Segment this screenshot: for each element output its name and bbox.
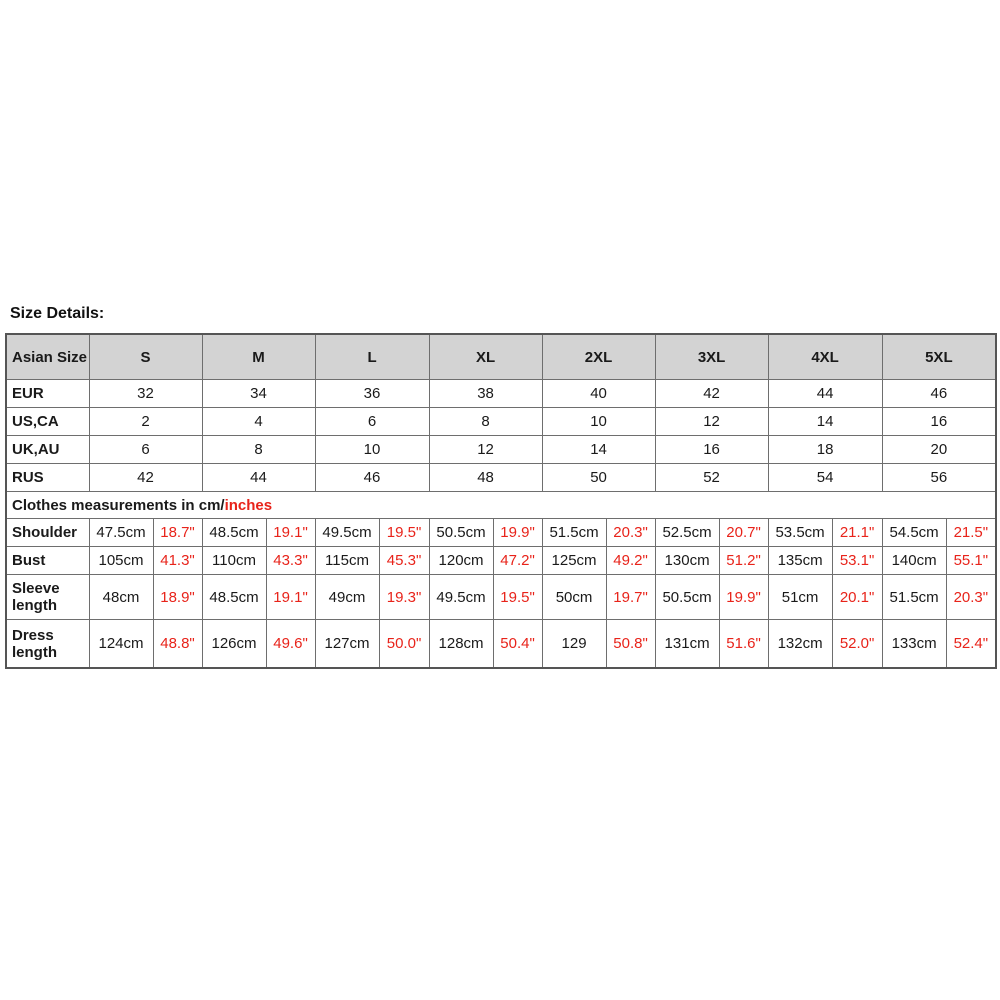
table-row (6, 547, 996, 575)
table-cell: 16 (882, 408, 996, 436)
inch-cell: 53.1" (832, 547, 882, 575)
inch-cell: 20.3" (946, 575, 996, 620)
table-cell: 8 (429, 408, 542, 436)
table-cell: 14 (768, 408, 882, 436)
size-chart-table (5, 333, 997, 669)
inch-cell: 43.3" (266, 547, 315, 575)
cm-cell: 133cm (882, 620, 946, 669)
cm-cell: 115cm (315, 547, 379, 575)
inch-cell: 19.5" (379, 519, 429, 547)
size-header: 4XL (768, 334, 882, 380)
inch-cell: 19.9" (719, 575, 768, 620)
table-cell: 44 (768, 380, 882, 408)
table-cell: 2 (89, 408, 202, 436)
table-cell: 46 (882, 380, 996, 408)
section-heading-highlight: inches (224, 496, 273, 514)
header-label: Asian Size (6, 334, 89, 380)
inch-cell: 20.7" (719, 519, 768, 547)
row-label: Sleeve length (6, 575, 89, 620)
section-heading (6, 492, 996, 519)
cm-cell: 54.5cm (882, 519, 946, 547)
cm-cell: 51.5cm (542, 519, 606, 547)
table-cell: 10 (315, 436, 429, 464)
row-label: Shoulder (6, 519, 89, 547)
inch-cell: 55.1" (946, 547, 996, 575)
inch-cell: 18.9" (153, 575, 202, 620)
size-header: 5XL (882, 334, 996, 380)
size-header: 3XL (655, 334, 768, 380)
cm-cell: 48.5cm (202, 575, 266, 620)
size-header: XL (429, 334, 542, 380)
inch-cell: 18.7" (153, 519, 202, 547)
inch-cell: 21.1" (832, 519, 882, 547)
inch-cell: 50.4" (493, 620, 542, 669)
row-label: US,CA (6, 408, 89, 436)
table-row (6, 436, 996, 464)
table-cell: 42 (89, 464, 202, 492)
page-title: Size Details: (10, 305, 105, 322)
size-header: 2XL (542, 334, 655, 380)
inch-cell: 51.6" (719, 620, 768, 669)
cm-cell: 49.5cm (315, 519, 379, 547)
inch-cell: 52.0" (832, 620, 882, 669)
inch-cell: 45.3" (379, 547, 429, 575)
table-cell: 16 (655, 436, 768, 464)
inch-cell: 47.2" (493, 547, 542, 575)
cm-cell: 50.5cm (429, 519, 493, 547)
inch-cell: 19.9" (493, 519, 542, 547)
table-cell: 14 (542, 436, 655, 464)
table-cell: 52 (655, 464, 768, 492)
cm-cell: 135cm (768, 547, 832, 575)
table-row (6, 408, 996, 436)
cm-cell: 105cm (89, 547, 153, 575)
size-header: L (315, 334, 429, 380)
table-cell: 20 (882, 436, 996, 464)
cm-cell: 129 (542, 620, 606, 669)
cm-cell: 48.5cm (202, 519, 266, 547)
table-cell: 38 (429, 380, 542, 408)
table-cell: 6 (89, 436, 202, 464)
inch-cell: 51.2" (719, 547, 768, 575)
table-row (6, 464, 996, 492)
table-row (6, 519, 996, 547)
row-label: Dress length (6, 620, 89, 669)
cm-cell: 132cm (768, 620, 832, 669)
table-cell: 10 (542, 408, 655, 436)
cm-cell: 50cm (542, 575, 606, 620)
cm-cell: 110cm (202, 547, 266, 575)
inch-cell: 49.2" (606, 547, 655, 575)
table-cell: 50 (542, 464, 655, 492)
size-header: M (202, 334, 315, 380)
cm-cell: 53.5cm (768, 519, 832, 547)
table-row (6, 380, 996, 408)
cm-cell: 130cm (655, 547, 719, 575)
table-cell: 34 (202, 380, 315, 408)
cm-cell: 131cm (655, 620, 719, 669)
inch-cell: 20.1" (832, 575, 882, 620)
size-header: S (89, 334, 202, 380)
cm-cell: 125cm (542, 547, 606, 575)
table-cell: 36 (315, 380, 429, 408)
cm-cell: 50.5cm (655, 575, 719, 620)
section-heading-prefix: Clothes measurements in cm/ (12, 496, 225, 514)
inch-cell: 41.3" (153, 547, 202, 575)
cm-cell: 124cm (89, 620, 153, 669)
inch-cell: 19.7" (606, 575, 655, 620)
cm-cell: 126cm (202, 620, 266, 669)
table-cell: 54 (768, 464, 882, 492)
table-cell: 46 (315, 464, 429, 492)
cm-cell: 128cm (429, 620, 493, 669)
inch-cell: 19.1" (266, 575, 315, 620)
inch-cell: 49.6" (266, 620, 315, 669)
table-cell: 6 (315, 408, 429, 436)
row-label: RUS (6, 464, 89, 492)
cm-cell: 51.5cm (882, 575, 946, 620)
table-cell: 48 (429, 464, 542, 492)
table-cell: 40 (542, 380, 655, 408)
inch-cell: 48.8" (153, 620, 202, 669)
cm-cell: 47.5cm (89, 519, 153, 547)
table-cell: 44 (202, 464, 315, 492)
table-cell: 8 (202, 436, 315, 464)
row-label: Bust (6, 547, 89, 575)
inch-cell: 19.5" (493, 575, 542, 620)
inch-cell: 50.8" (606, 620, 655, 669)
cm-cell: 49.5cm (429, 575, 493, 620)
cm-cell: 51cm (768, 575, 832, 620)
row-label: UK,AU (6, 436, 89, 464)
inch-cell: 19.3" (379, 575, 429, 620)
table-cell: 12 (429, 436, 542, 464)
cm-cell: 127cm (315, 620, 379, 669)
table-cell: 4 (202, 408, 315, 436)
table-cell: 56 (882, 464, 996, 492)
cm-cell: 140cm (882, 547, 946, 575)
table-row (6, 620, 996, 669)
table-cell: 18 (768, 436, 882, 464)
cm-cell: 52.5cm (655, 519, 719, 547)
section-row (6, 492, 996, 519)
inch-cell: 52.4" (946, 620, 996, 669)
inch-cell: 50.0" (379, 620, 429, 669)
inch-cell: 19.1" (266, 519, 315, 547)
table-cell: 32 (89, 380, 202, 408)
table-cell: 42 (655, 380, 768, 408)
cm-cell: 49cm (315, 575, 379, 620)
header-row (6, 334, 996, 380)
inch-cell: 21.5" (946, 519, 996, 547)
inch-cell: 20.3" (606, 519, 655, 547)
cm-cell: 48cm (89, 575, 153, 620)
table-cell: 12 (655, 408, 768, 436)
table-row (6, 575, 996, 620)
cm-cell: 120cm (429, 547, 493, 575)
row-label: EUR (6, 380, 89, 408)
